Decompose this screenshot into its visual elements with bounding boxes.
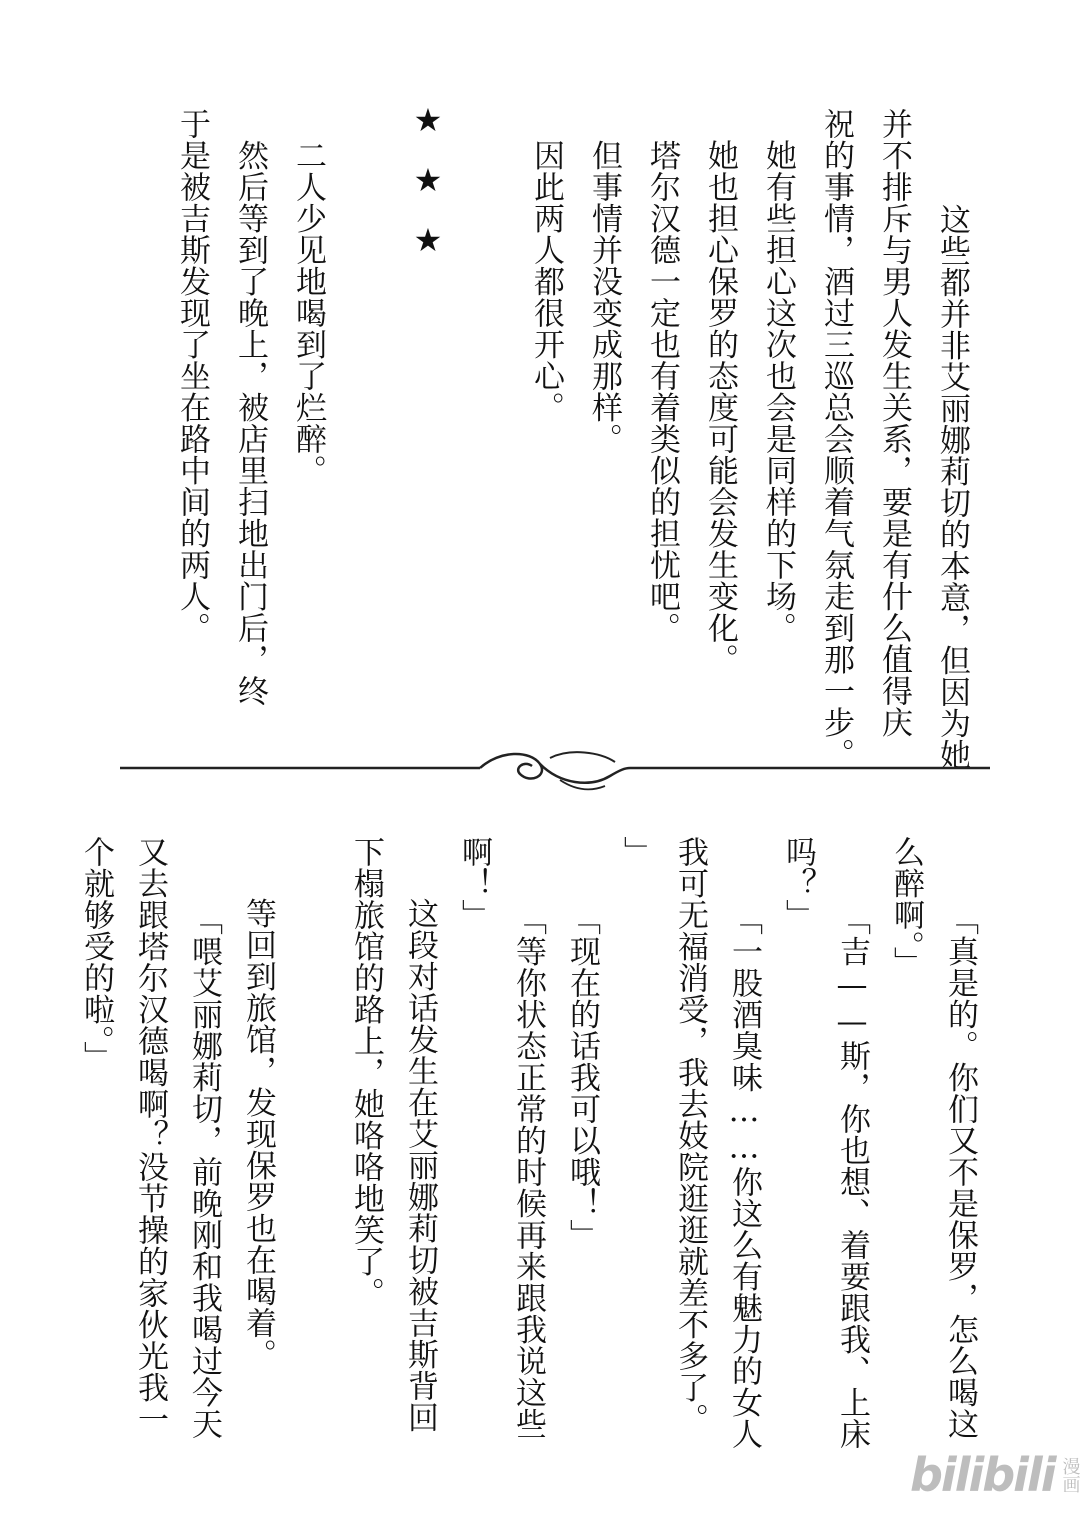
logo-brand-text: bilibili <box>910 1448 1055 1502</box>
ornamental-divider <box>120 740 990 800</box>
top-col-6: 塔尔汉德一定也有着类似的担忧吧。 <box>644 108 680 644</box>
bottom-col-7: 」 <box>618 836 654 868</box>
bottom-col-6: 我可无福消受，我去妓院逛逛就差不多了。 <box>672 836 708 1435</box>
bottom-col-12: 下榻旅馆的路上，她咯咯地笑了。 <box>348 836 384 1309</box>
bottom-col-13: 等回到旅馆，发现保罗也在喝着。 <box>240 866 276 1370</box>
bottom-col-8: 「现在的话我可以哦！」 <box>564 904 600 1251</box>
bilibili-manga-logo <box>910 1448 1078 1502</box>
top-col-8: 因此两人都很开心。 <box>528 108 564 423</box>
star-3: ★ <box>413 221 443 259</box>
top-col-9: 二人少见地喝到了烂醉。 <box>290 108 326 486</box>
bottom-col-16: 个就够受的啦。」 <box>78 836 114 1073</box>
top-col-11: 于是被吉斯发现了坐在路中间的两人。 <box>174 108 210 644</box>
bottom-col-11: 这段对话发生在艾丽娜莉切被吉斯背回 <box>402 866 438 1433</box>
bottom-col-10: 啊！」 <box>456 836 492 931</box>
bottom-col-2: 么醉啊。」 <box>888 836 924 978</box>
logo-suffix-text: 漫画 <box>1059 1457 1080 1493</box>
bottom-col-1: 「真是的。你们又不是保罗，怎么喝这 <box>942 904 978 1440</box>
bottom-col-9: 「等你状态正常的时候再来跟我说这些 <box>510 904 546 1440</box>
scene-break-stars <box>408 101 448 284</box>
top-col-2: 并不排斥与男人发生关系，要是有什么值得庆 <box>876 108 912 738</box>
bottom-col-4: 吗？」 <box>780 836 816 931</box>
bottom-col-15: 又去跟塔尔汉德喝啊？没节操的家伙光我一 <box>132 836 168 1435</box>
top-col-10: 然后等到了晚上，被店里扫地出门后，终 <box>232 108 268 707</box>
top-col-4: 她有些担心这次也会是同样的下场。 <box>760 108 796 644</box>
top-col-5: 她也担心保罗的态度可能会发生变化。 <box>702 108 738 675</box>
star-1: ★ <box>413 101 443 139</box>
top-col-7: 但事情并没变成那样。 <box>586 108 622 455</box>
bottom-col-5: 「一股酒臭味……你这么有魅力的女人 <box>726 904 762 1450</box>
top-col-3: 祝的事情，酒过三巡总会顺着气氛走到那一步。 <box>818 108 854 770</box>
bottom-col-3: 「吉——斯，你也想、着要跟我、上床 <box>834 904 870 1450</box>
bottom-col-14: 「喂艾丽娜莉切，前晚刚和我喝过今天 <box>186 904 222 1440</box>
top-col-1: 这些都并非艾丽娜莉切的本意，但因为她 <box>934 172 970 771</box>
star-2: ★ <box>413 161 443 199</box>
